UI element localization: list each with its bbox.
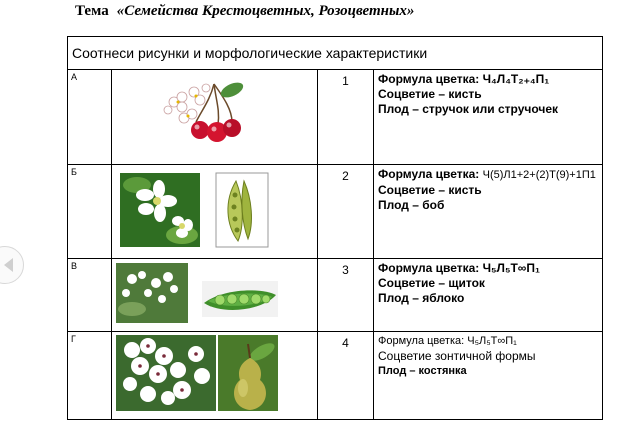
row-number: 3	[318, 259, 374, 332]
shrub-and-peas-picture	[112, 259, 318, 327]
inflorescence-text: Соцветие – кисть	[378, 183, 482, 197]
pear-images	[112, 332, 318, 420]
row-number: 4	[318, 332, 374, 420]
white-flower-picture	[112, 165, 318, 254]
formula-label: Формула цветка:	[378, 167, 480, 181]
row-letter: Б	[68, 165, 112, 259]
title-topic: «Семейства Крестоцветных, Розоцветных»	[116, 3, 415, 19]
row-letter: А	[68, 70, 112, 165]
flower-formula: Ч₄Л₄Т₂₊₄П₁	[482, 72, 550, 86]
row-letter: В	[68, 259, 112, 332]
title-label: Тема	[75, 3, 109, 19]
flower-formula: Ч(5)Л1+2+(2)Т(9)+1П1	[482, 169, 596, 181]
chevron-left-icon	[4, 258, 13, 272]
flower-and-pod-images	[112, 165, 318, 259]
previous-slide-button[interactable]	[0, 246, 24, 284]
fruit-text: Плод – стручок или стручочек	[378, 102, 559, 116]
inflorescence-text: Соцветие – щиток	[378, 276, 485, 290]
fruit-text: Плод – боб	[378, 198, 445, 212]
flower-formula: Ч₅Л₅Т∞П₁	[467, 335, 517, 347]
matching-table	[67, 36, 603, 420]
cherry-image	[112, 70, 318, 165]
table-row	[68, 165, 603, 259]
row-description	[374, 259, 603, 332]
row-description	[374, 165, 603, 259]
table-header: Соотнеси рисунки и морфологические характеристики	[68, 37, 603, 70]
shrub-and-peas-images	[112, 259, 318, 332]
cherry-picture	[112, 70, 318, 160]
pear-picture	[112, 332, 318, 415]
row-number: 1	[318, 70, 374, 165]
table-row	[68, 332, 603, 420]
row-description	[374, 70, 603, 165]
row-number: 2	[318, 165, 374, 259]
row-description	[374, 332, 603, 420]
formula-label: Формула цветка:	[378, 72, 480, 86]
formula-label: Формула цветка:	[378, 261, 480, 275]
table-row	[68, 259, 603, 332]
page-title	[75, 3, 414, 20]
inflorescence-text: Соцветие – кисть	[378, 87, 482, 101]
row-letter: Г	[68, 332, 112, 420]
inflorescence-text: Соцветие зонтичной формы	[378, 349, 536, 363]
table-row	[68, 70, 603, 165]
formula-label: Формула цветка:	[378, 335, 465, 347]
flower-formula: Ч₅Л₅Т∞П₁	[482, 261, 540, 275]
fruit-text: Плод – яблоко	[378, 291, 465, 305]
fruit-text: Плод – костянка	[378, 365, 467, 377]
